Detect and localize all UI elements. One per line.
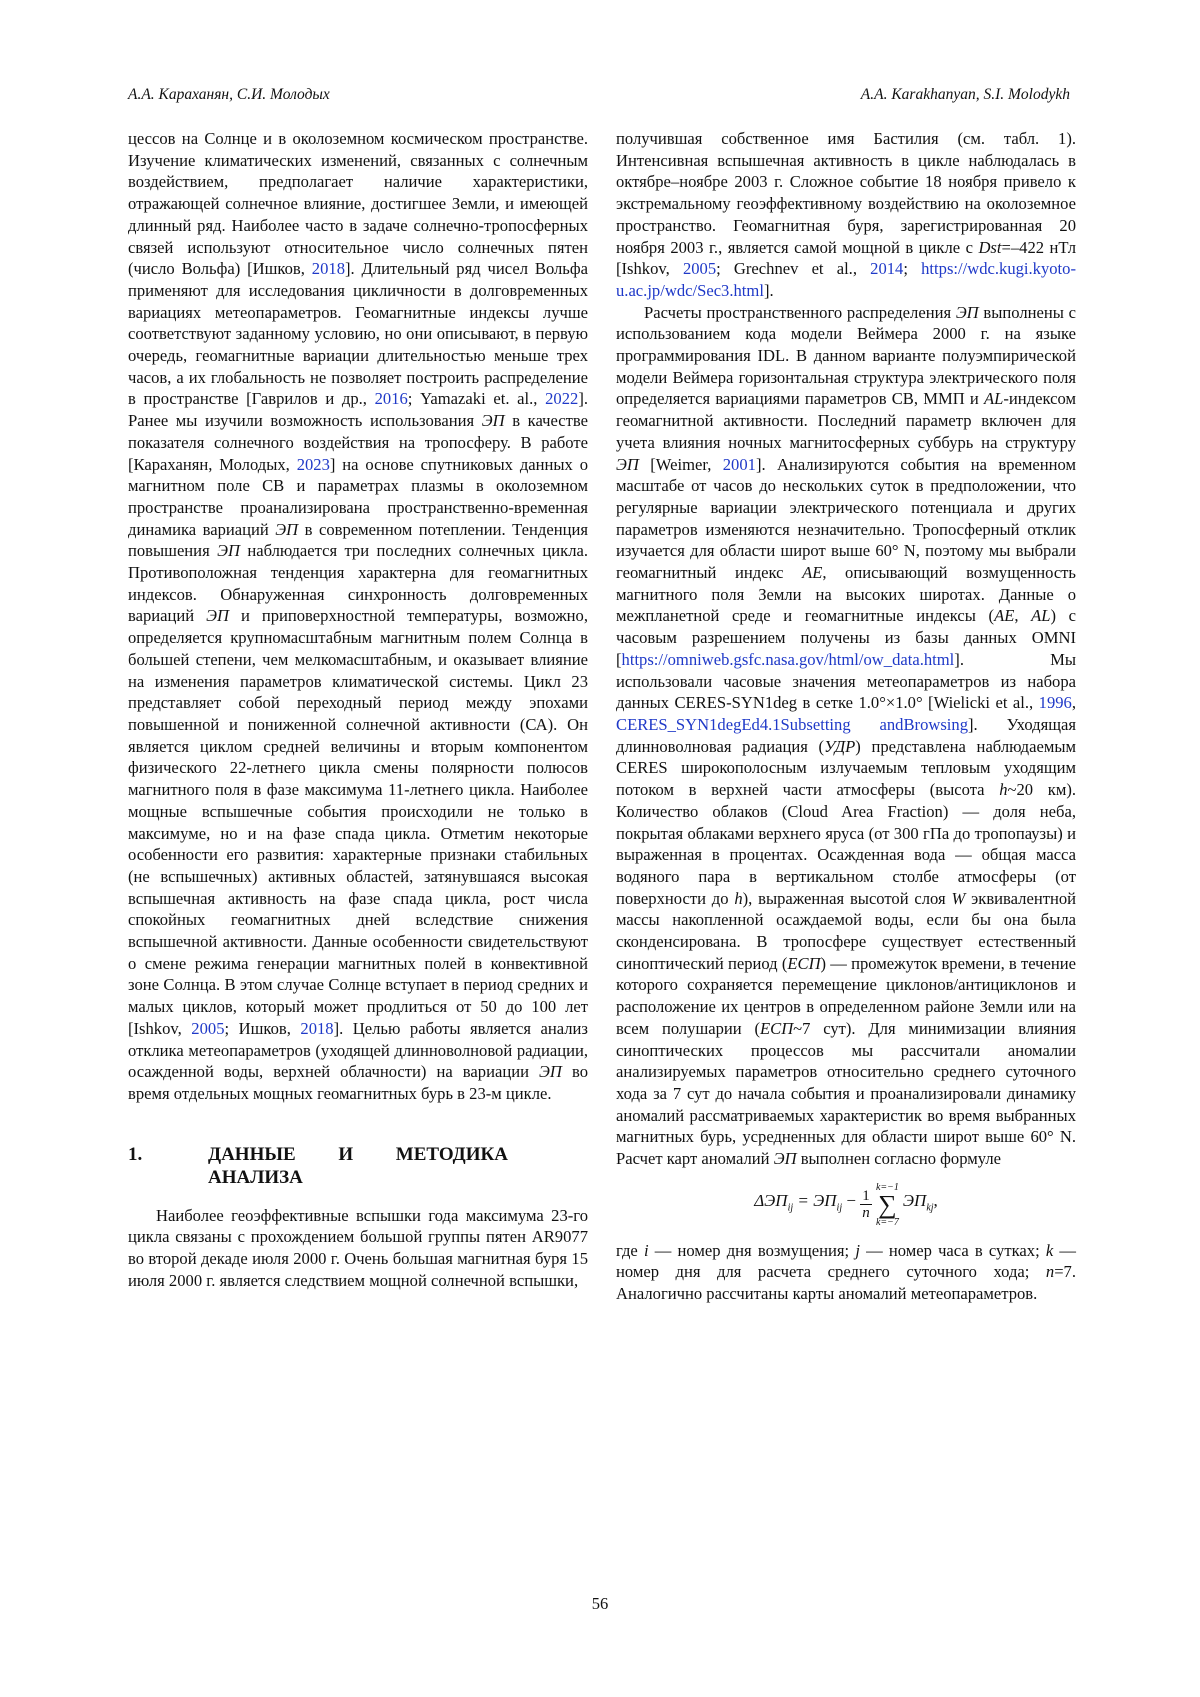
continuation-paragraph: получившая собственное имя Бастилия (см. табл. 1). Интенсивная вспышечная активность в цикле наблюдалась в октябре–ноябре 2003 г. Сложное событие 18 ноября привело к экстремальному геоэффективному воздействию на околоземное пространство. Геомагнитная буря, зарегистрированная 20 ноября 2003 г., является самой мощной в цикле с Dst=–422 нТл [Ishkov, 2005; Grechnev et al., 2014; https://wdc.kugi.kyoto-u.ac.jp/wdc/Sec3.html]. bbox=[616, 129, 1076, 300]
section-title: ДАННЫЕ И МЕТОДИКА АНАЛИЗА bbox=[208, 1143, 508, 1188]
citation-link[interactable]: 2018 bbox=[311, 259, 345, 279]
page-number: 56 bbox=[591, 1594, 609, 1613]
citation-link[interactable]: 2023 bbox=[296, 454, 330, 474]
section-number: 1. bbox=[128, 1143, 143, 1165]
sum-symbol: k=−1 ∑ k=−7 bbox=[875, 1181, 899, 1228]
anomaly-formula: $\Delta ЭП_{ij} = ЭП_{ij}$ − $\frac{1}{n}$ k=−1 ∑ k=−7 $ЭП_{kj}$, bbox=[754, 1181, 938, 1228]
formula-explanation: где i — номер дня возмущения; j — номер часа в сутках; k — номер дня для расчета среднего суточного хода; n=7. Аналогично рассчитаны карты аномалий метеопараметров. bbox=[616, 1240, 1077, 1304]
running-header-authors-ru: А.А. Караханян, С.И. Молодых bbox=[128, 86, 330, 103]
citation-link[interactable]: 2016 bbox=[374, 389, 408, 409]
citation-link[interactable]: 2018 bbox=[300, 1018, 334, 1038]
url-link[interactable]: https://omniweb.gsfc.nasa.gov/html/ow_data.html bbox=[621, 649, 955, 669]
citation-link[interactable]: 2001 bbox=[722, 454, 756, 474]
dataset-link[interactable]: CERES_SYN1degEd4.1Subsetting andBrowsing bbox=[616, 714, 969, 734]
right-column bbox=[616, 128, 1076, 1305]
citation-link[interactable]: 2005 bbox=[191, 1018, 225, 1038]
citation-link[interactable]: 2014 bbox=[870, 259, 904, 279]
citation-link[interactable]: 2005 bbox=[682, 259, 717, 279]
citation-link[interactable]: 2022 bbox=[545, 389, 579, 409]
citation-link[interactable]: 1996 bbox=[1038, 693, 1072, 713]
method-paragraph: Расчеты пространственного распределения ЭП выполнены с использованием кода модели Веймера 2000 г. на языке программирования IDL. В данном варианте полуэмпирической модели Веймера горизонтальная структура электрического поля определяется вариациями параметров СВ, ММП и AL-индексом геомагнитной активности. Последний параметр включен для учета влияния ночных магнитосферных суббурь на структуру ЭП [Weimer, 2001]. Анализируются события на временном масштабе от часов до нескольких суток в предположении, что регулярные вариации электрического потенциала и других параметров изменяются незначительно. Тропосферный отклик изучается для области широт выше 60° N, поэтому мы выбрали геомагнитный индекс AE, описывающий возмущенность магнитного поля Земли на высоких широтах. Данные о межпланетной среде и геомагнитные индексы (AE, AL) с часовым разрешением получены из базы данных OMNI [https://omniweb.gsfc.nasa.gov/html/ow_data.html]. Мы использовали часовые значения метеопараметров из набора данных CERES-SYN1deg в сетке 1.0°×1.0° [Wielicki et al., 1996, CERES_SYN1degEd4.1Subsetting andBrowsing]. Уходящая длинноволновая радиация (УДР) представлена наблюдаемым CERES широкополосным излучаемым тепловым уходящим потоком в верхней части атмосферы (высота h~20 км). Количество облаков (Cloud Area Fraction) — доля неба, покрытая облаками верхнего яруса (от 300 гПа до тропопаузы) и выраженная в процентах. Осажденная вода — общая масса водяного пара в вертикальном столбе атмосферы (от поверхности до h), выраженная высотой слоя W эквивалентной массы накопленной осаждаемой воды, если бы она была сконденсирована. В тропосфере существует естественный синоптический период (ЕСП) — промежуток времени, в течение которого сохраняется перемещение циклонов/антициклонов и расположение их центров в определенном районе Земли или на всем полушарии (ЕСП~7 сут). Для минимизации влияния синоптических процессов мы рассчитали аномалии анализируемых параметров относительно среднего суточного хода за 7 сут до начала события и проанализировали динамику аномалий рассматриваемых характеристик во время выбранных магнитных бурь, усредненных для области широт выше 60° N. Расчет карт аномалий ЭП выполнен согласно формуле bbox=[616, 302, 1077, 1169]
data-paragraph: Наиболее геоэффективные вспышки года максимума 23-го цикла связаны с прохождением большой группы пятен AR9077 во второй декаде июля 2000 г. Очень большая магнитная буря 15 июля 2000 г. является следствием мощной солнечной вспышки, bbox=[128, 1205, 588, 1290]
running-header-authors-en: A.A. Karakhanyan, S.I. Molodykh bbox=[860, 86, 1070, 103]
section-heading bbox=[128, 1143, 588, 1189]
fraction: $\frac{1}{n}$ bbox=[860, 1188, 872, 1221]
url-link[interactable]: https://wdc.kugi.kyoto-u.ac.jp/wdc/Sec3.html bbox=[616, 259, 1076, 300]
intro-paragraph: цессов на Солнце и в околоземном космическом пространстве. Изучение климатических изменений, связанных с солнечным воздействием, предполагает наличие характеристики, отражающей солнечное влияние, достигшее Земли, и имеющей длинный ряд. Наиболее часто в задаче солнечно-тропосферных связей используют относительное число солнечных пятен (число Вольфа) [Ишков, 2018]. Длительный ряд чисел Вольфа применяют для исследования цикличности в долговременных вариациях метеопараметров. Геомагнитные индексы лучше соответствуют заданному условию, но они описывают, в первую очередь, геомагнитные вариации длительностью меньше трех часов, а их глобальность не позволяет построить распределение в пространстве [Гаврилов и др., 2016; Yamazaki et. al., 2022]. Ранее мы изучили возможность использования ЭП в качестве показателя солнечного воздействия на тропосферу. В работе [Караханян, Молодых, 2023] на основе спутниковых данных о магнитном поле СВ и параметрах плазмы в околоземном пространстве проанализирована пространственно-временная динамика вариаций ЭП в современном потеплении. Тенденция повышения ЭП наблюдается три последних солнечных цикла. Противоположная тенденция характерна для геомагнитных индексов. Обнаруженная синхронность долговременных вариаций ЭП и приповерхностной температуры, возможно, определяется крупномасштабным магнитным полем Солнца в большей степени, чем мелкомасштабным, и оказывает влияние на изменения параметров климатической системы. Цикл 23 представляет собой переходный период между эпохами повышенной и пониженной солнечной активности (СА). Он является циклом средней величины и вторым компонентом физического 22-летнего цикла смены полярности полюсов магнитного поля в фазе максимума 11-летнего цикла. Наиболее мощные вспышечные события происходили не только в максимуме, но и на фазе спада цикла. Отметим некоторые особенности его развития: характерные признаки стабильных (не вспышечных) активных областей, затянувшаяся высокая вспышечная активность на фазе спада цикла, рост числа спокойных геомагнитных дней вследствие снижения вспышечной активности. Данные особенности свидетельствуют о смене режима генерации магнитных полей в конвективной зоне Солнца. В этом случае Солнце вступает в период средних и малых циклов, который может продлиться от 50 до 100 лет [Ishkov, 2005; Ишков, 2018]. Целью работы является анализ отклика метеопараметров (уходящей длинноволновой радиации, осажденной воды, верхней облачности) на вариации ЭП во время отдельных мощных геомагнитных бурь в 23-м цикле. bbox=[128, 129, 588, 1103]
left-column bbox=[128, 128, 588, 1291]
